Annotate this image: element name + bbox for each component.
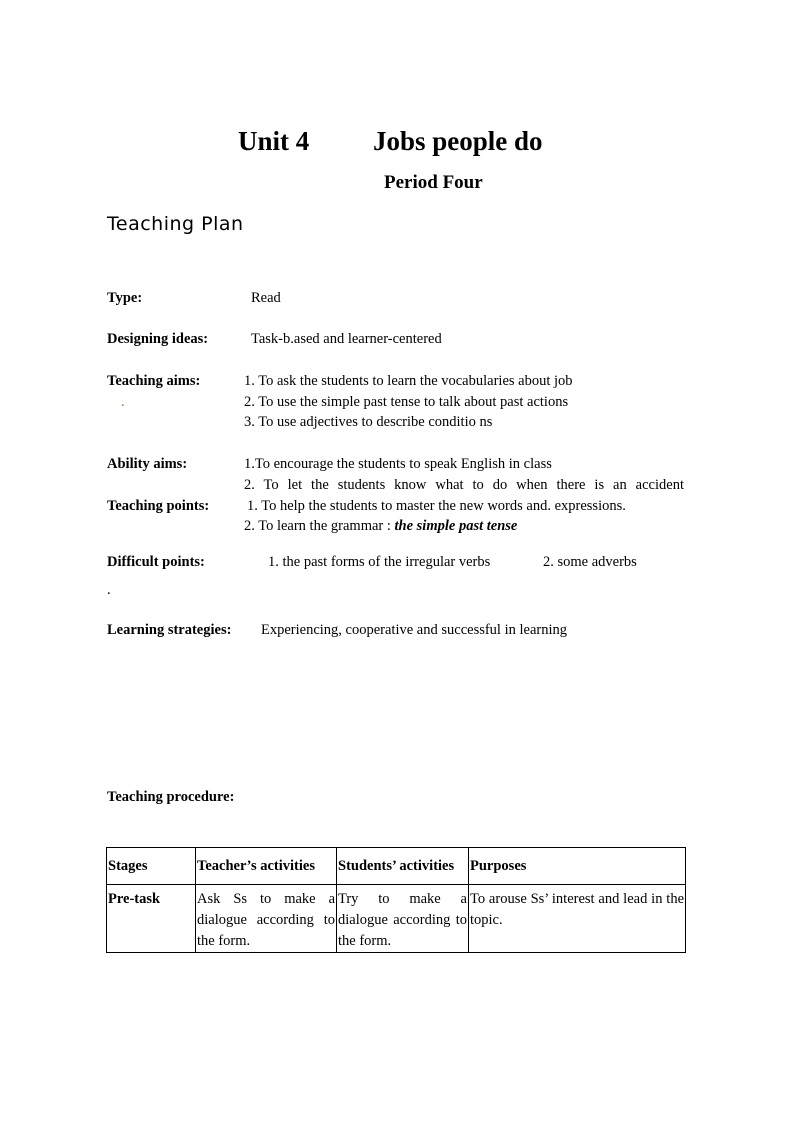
learning-strategies-value: Experiencing, cooperative and successful in learning [261, 622, 567, 638]
unit-number: Unit 4 [238, 126, 310, 156]
learning-strategies-label: Learning strategies: [107, 622, 232, 638]
procedure-table [106, 847, 686, 953]
table-header-row [107, 848, 686, 885]
teaching-aim-item: 2. To use the simple past tense to talk about past actions [244, 394, 569, 410]
cell-stage: Pre-task [107, 885, 196, 953]
difficult-points-label: Difficult points: [107, 554, 205, 570]
ability-aims-label: Ability aims: [107, 456, 188, 472]
page-title: Jobs people do [373, 126, 543, 156]
period-subtitle: Period Four [384, 172, 483, 193]
header-purposes: Purposes [469, 848, 686, 885]
type-label: Type: [107, 290, 143, 306]
teaching-aim-item: 1. To ask the students to learn the vocabularies about job [244, 373, 573, 389]
teaching-point-prefix: 2. To learn the grammar : [244, 518, 395, 534]
cell-purpose: To arouse Ss’ interest and lead in the topic. [469, 885, 686, 953]
cell-teacher-activity: Ask Ss to make a dialogue according to the form. [196, 885, 337, 953]
teaching-aims-marker: . [121, 394, 125, 410]
ability-aim-item: 1.To encourage the students to speak English in class [244, 456, 552, 472]
teaching-aim-item: 3. To use adjectives to describe conditio ns [244, 414, 493, 430]
header-teacher-activities: Teacher’s activities [196, 848, 337, 885]
cell-student-activity: Try to make a dialogue according to the form. [337, 885, 469, 953]
designing-ideas-value: Task-b.ased and learner-centered [251, 331, 442, 347]
header-stages: Stages [107, 848, 196, 885]
teaching-aims-label: Teaching aims: [107, 373, 201, 389]
table-row [107, 885, 686, 953]
teaching-point-item [244, 518, 517, 535]
header-students-activities: Students’ activities [337, 848, 469, 885]
ability-aim-item: 2. To let the students know what to do when there is an accident [244, 477, 684, 493]
difficult-point-item: 1. the past forms of the irregular verbs [268, 554, 491, 570]
stray-marker: . [107, 582, 111, 598]
teaching-point-item: 1. To help the students to master the new words and. expressions. [247, 498, 626, 514]
teaching-points-label: Teaching points: [107, 498, 210, 514]
plan-heading: Teaching Plan [107, 213, 244, 235]
procedure-label: Teaching procedure: [107, 789, 235, 805]
designing-ideas-label: Designing ideas: [107, 331, 209, 347]
type-value: Read [251, 290, 281, 306]
grammar-emphasis: the simple past tense [394, 518, 518, 534]
difficult-point-item: 2. some adverbs [543, 554, 637, 570]
